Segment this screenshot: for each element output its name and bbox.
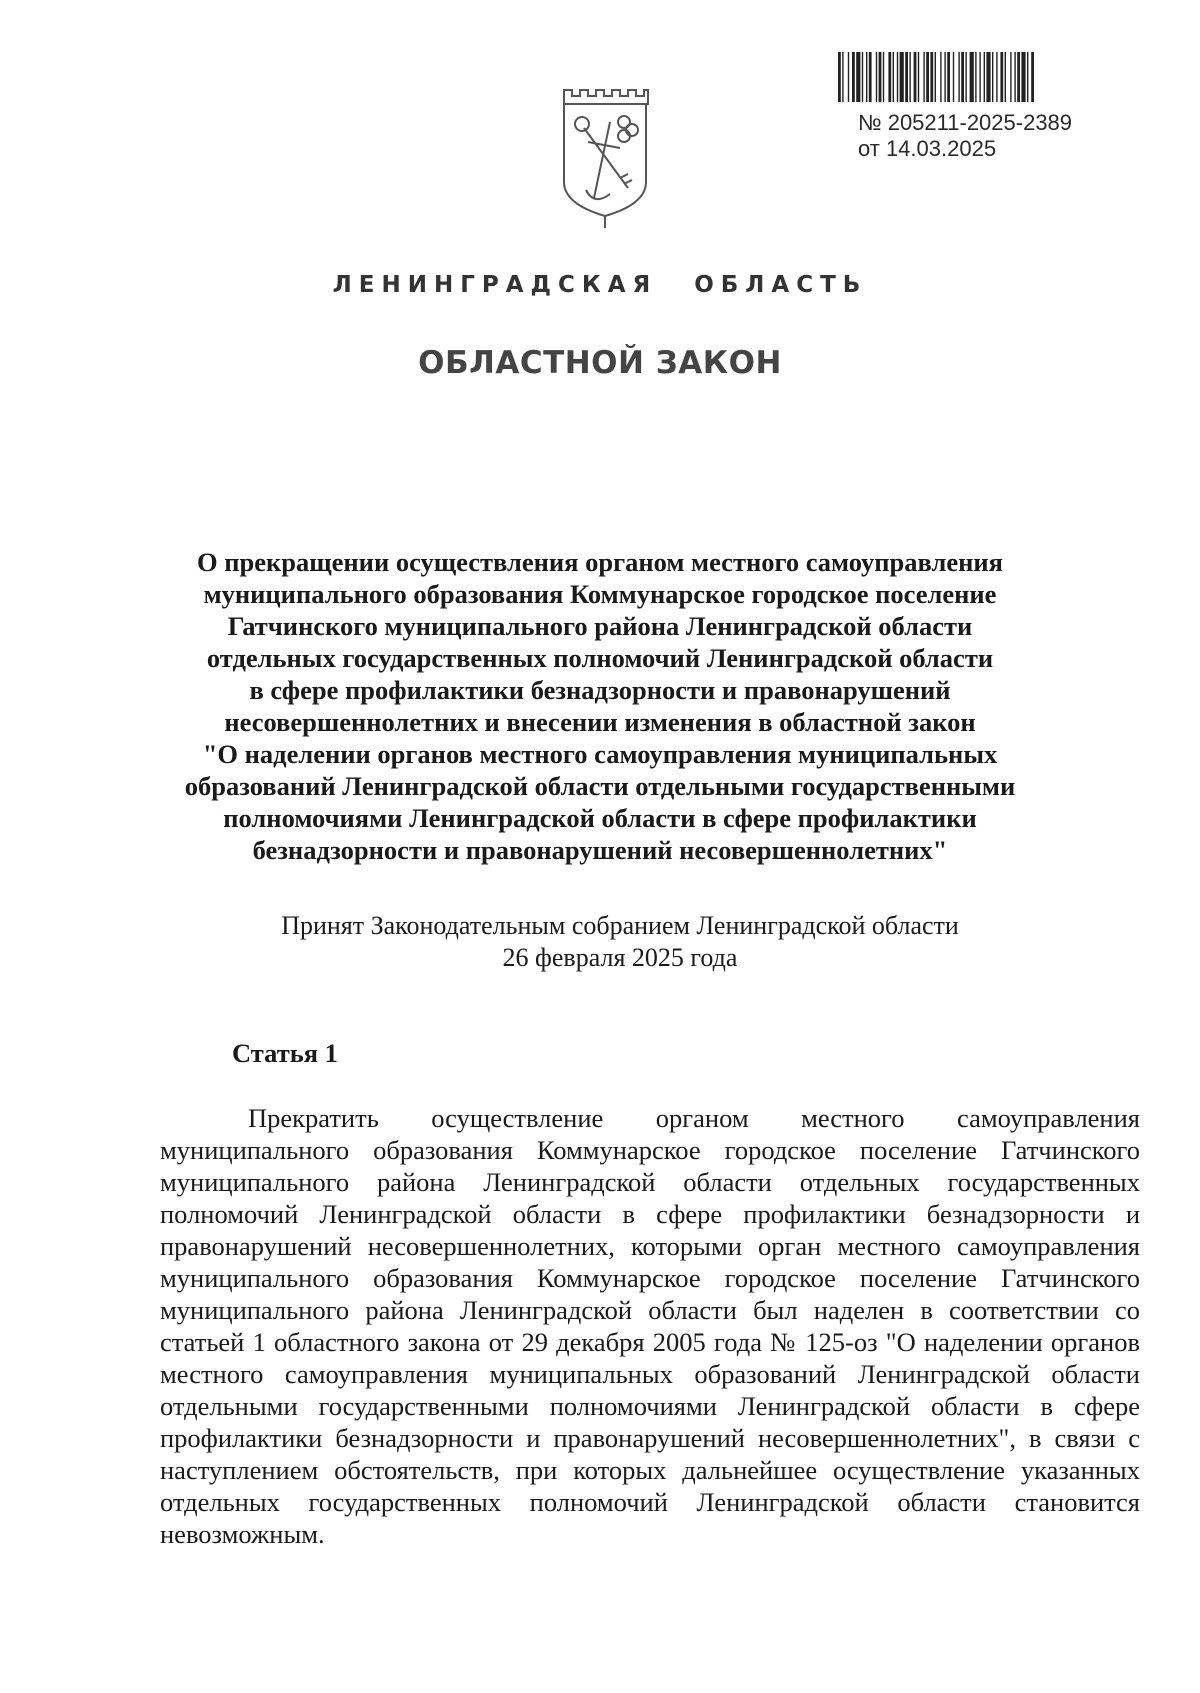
barcode-bar xyxy=(1017,52,1020,102)
barcode-bar xyxy=(883,52,884,102)
barcode-bar xyxy=(918,52,919,102)
title-line: в сфере профилактики безнадзорности и правонарушений xyxy=(249,675,951,705)
coat-of-arms-icon xyxy=(558,82,652,230)
barcode-bar xyxy=(909,52,910,102)
title-line: образований Ленинградской области отдельными государственными xyxy=(184,771,1016,801)
title-line: муниципального образования Коммунарское городское поселение xyxy=(203,579,997,609)
barcode-bar xyxy=(1005,52,1006,102)
title-line: О прекращении осуществления органом местного самоуправления xyxy=(197,547,1003,577)
barcode-bar xyxy=(975,52,976,102)
barcode-bar xyxy=(914,52,917,102)
adoption-note xyxy=(0,910,1200,974)
barcode-bar xyxy=(842,52,843,102)
barcode-bar xyxy=(848,52,849,102)
title-line: отдельных государственных полномочий Ленинградской области xyxy=(206,643,994,673)
barcode-bar xyxy=(958,52,959,102)
barcode-bar xyxy=(953,52,954,102)
barcode-bar xyxy=(856,52,860,102)
barcode-bar xyxy=(1021,52,1025,102)
barcode-bar xyxy=(965,52,966,102)
barcode-bar xyxy=(944,52,945,102)
title-line: "О наделении органов местного самоуправления муниципальных xyxy=(202,739,998,769)
barcode-bar xyxy=(926,52,929,102)
registration-number: № 205211-2025-2389 xyxy=(858,110,1073,135)
title-line: безнадзорности и правонарушений несовершеннолетних" xyxy=(252,835,948,865)
region-name: ЛЕНИНГРАДСКАЯ ОБЛАСТЬ xyxy=(332,272,868,298)
barcode-bar xyxy=(984,52,985,102)
barcode-bar xyxy=(869,52,872,102)
barcode-bar xyxy=(852,52,855,102)
barcode-bar xyxy=(961,52,964,102)
barcode-icon xyxy=(838,52,1118,102)
title-line: несовершеннолетних и внесении изменения в областной закон xyxy=(224,707,976,737)
title-line: Гатчинского муниципального района Ленинградской области xyxy=(227,611,973,641)
barcode-bar xyxy=(935,52,936,102)
registration-date: от 14.03.2025 xyxy=(858,136,997,161)
adoption-date: 26 февраля 2025 года xyxy=(502,943,738,972)
barcode-bar xyxy=(866,52,867,102)
article-text: Прекратить осуществление органом местного самоуправления муниципального образования Коммунарское городское поселение Гатчинского муниципального района Ленинградской области отдельных государственных полномочий Ленинградской области в сфере профилактики безнадзорности и правонарушений несовершеннолетних, которыми орган местного самоуправления муниципального образования Коммунарское городское поселение Гатчинского муниципального района Ленинградской области был наделен в соответствии со статьей 1 областного закона от 29 декабря 2005 года № 125-оз "О наделении органов местного самоуправления муниципальных образований Ленинградской области отдельными государственными полномочиями Ленинградской области в сфере профилактики безнадзорности и правонарушений несовершеннолетних", в связи с наступлением обстоятельств, при которых дальнейшее осуществление указанных отдельных государственных полномочий Ленинградской области становится невозможным. xyxy=(160,1103,1140,1549)
barcode-bar xyxy=(923,52,924,102)
barcode-bar xyxy=(930,52,933,102)
article-heading: Статья 1 xyxy=(232,1038,338,1068)
barcode-bar xyxy=(947,52,950,102)
barcode-bar xyxy=(879,52,882,102)
law-title xyxy=(150,546,1050,866)
barcode-bar xyxy=(970,52,974,102)
adopted-by: Принят Законодательным собранием Ленинградской области xyxy=(281,911,959,940)
barcode-bar xyxy=(838,52,841,102)
barcode-bar xyxy=(979,52,980,102)
barcode-bar xyxy=(888,52,891,102)
barcode-bar xyxy=(897,52,898,102)
barcode-bar xyxy=(1010,52,1011,102)
title-line: полномочиями Ленинградской области в сфере профилактики xyxy=(223,803,977,833)
barcode-bar xyxy=(905,52,908,102)
barcode-bar xyxy=(1014,52,1015,102)
barcode-bar xyxy=(862,52,863,102)
barcode-bar xyxy=(1000,52,1003,102)
barcode-bar xyxy=(996,52,997,102)
barcode-bar xyxy=(893,52,894,102)
barcode-bar xyxy=(876,52,877,102)
document-type: ОБЛАСТНОЙ ЗАКОН xyxy=(418,345,782,381)
barcode-bar xyxy=(900,52,904,102)
barcode-bar xyxy=(940,52,941,102)
barcode-bar xyxy=(1031,52,1034,102)
barcode-bar xyxy=(1027,52,1028,102)
barcode-bar xyxy=(986,52,990,102)
barcode-bar xyxy=(992,52,993,102)
